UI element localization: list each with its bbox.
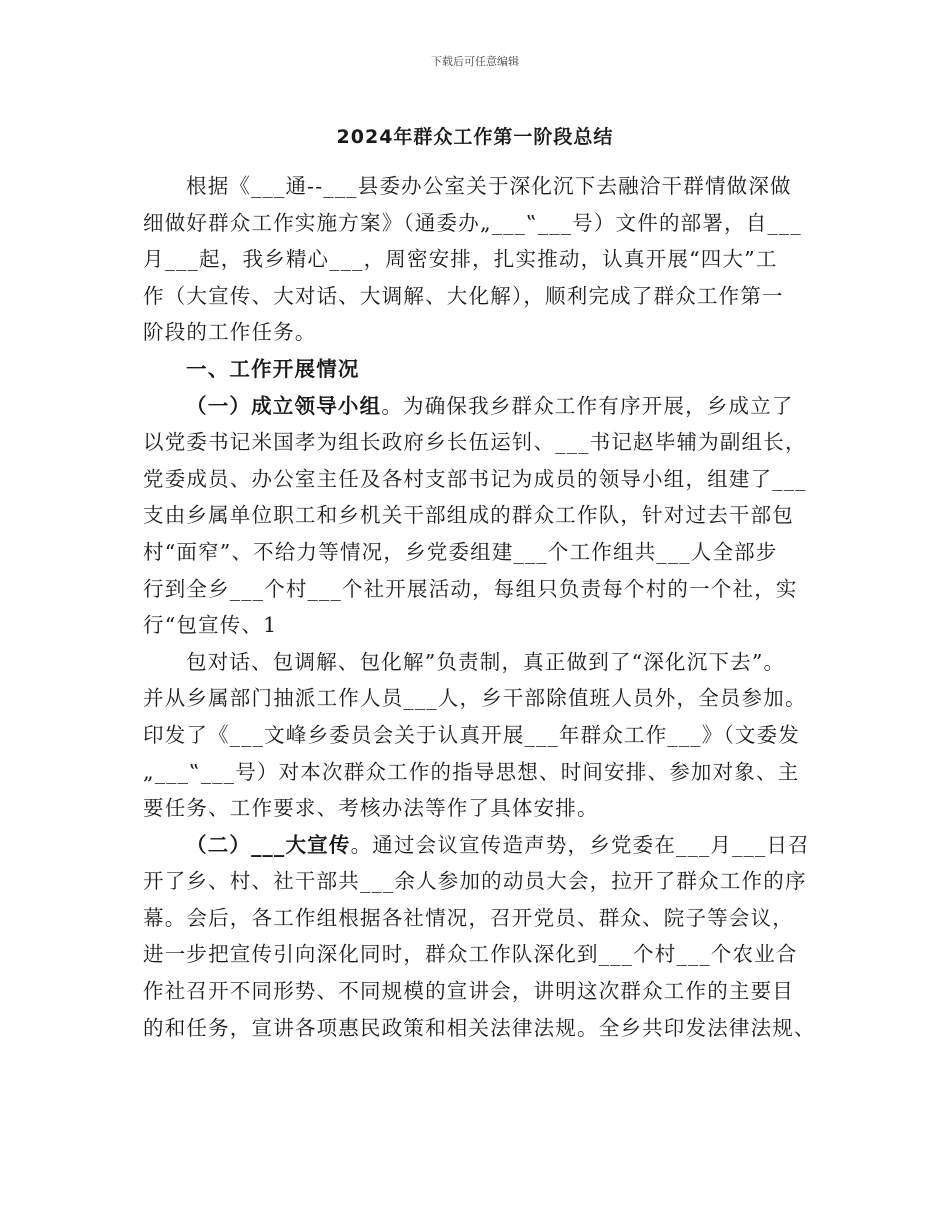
body-line: 以党委书记米国孝为组长政府乡长伍运钊、___书记赵毕辅为副组长， <box>143 430 807 455</box>
body-line: 细做好群众工作实施方案》（通委办„___‟___号）文件的部署，自___ <box>143 210 802 235</box>
body-line: 支由乡属单位职工和乡机关干部组成的群众工作队，针对过去干部包 <box>143 503 794 528</box>
body-line: 根据《___通--___县委办公室关于深化沉下去融洽干群情做深做 <box>186 174 792 198</box>
body-line: 开了乡、村、社干部共___余人参加的动员大会，拉开了群众工作的序 <box>143 869 807 894</box>
subsection-label: （一）成立领导小组 <box>186 393 382 418</box>
body-line: 印发了《___文峰乡委员会关于认真开展___年群众工作___》（文委发 <box>143 722 800 747</box>
header-note: 下载后可任意编辑 <box>431 55 519 68</box>
body-line: 的和任务，宣讲各项惠民政策和相关法律法规。全乡共印发法律法规、 <box>143 1015 816 1040</box>
body-line: 阶段的工作任务。 <box>143 320 317 345</box>
body-line: „___‟___号）对本次群众工作的指导思想、时间安排、参加对象、主 <box>143 759 800 784</box>
body-line: 党委成员、办公室主任及各村支部书记为成员的领导小组，组建了___ <box>143 466 807 491</box>
subsection-first-line <box>143 827 833 864</box>
body-line: 村“面窄”、不给力等情况，乡党委组建___个工作组共___人全部步 <box>143 539 778 564</box>
body-line: 行到全乡___个村___个社开展活动，每组只负责每个村的一个社，实 <box>143 576 798 601</box>
body-line: 幕。会后，各工作组根据各社情况，召开党员、群众、院子等会议， <box>143 905 794 930</box>
subsection-label: （二）___大宣传 <box>186 832 351 857</box>
section-heading: 一、工作开展情况 <box>186 356 360 381</box>
body-line: 行“包宣传、1 <box>143 613 278 638</box>
body-line: 要任务、工作要求、考核办法等作了具体安排。 <box>143 796 599 821</box>
body-line: 进一步把宣传引向深化同时，群众工作队深化到___个村___个农业合 <box>143 942 798 967</box>
document-body <box>143 168 833 1046</box>
body-line: 包对话、包调解、包化解”负责制，真正做到了“深化沉下去”。 <box>186 649 786 674</box>
body-text-span: 。为确保我乡群众工作有序开展，乡成立了 <box>381 393 794 418</box>
body-line: 并从乡属部门抽派工作人员___人，乡干部除值班人员外，全员参加。 <box>143 686 807 711</box>
subsection-first-line <box>143 388 833 425</box>
body-line: 作社召开不同形势、不同规模的宣讲会，讲明这次群众工作的主要目 <box>143 979 794 1004</box>
body-line: 作（大宣传、大对话、大调解、大化解），顺利完成了群众工作第一 <box>143 283 784 308</box>
body-line: 月___起，我乡精心___，周密安排，扎实推动，认真开展“四大”工 <box>143 247 778 272</box>
document-title: 2024年群众工作第一阶段总结 <box>336 126 614 148</box>
body-text-span: 。通过会议宣传造声势，乡党委在___月___日召 <box>350 832 810 857</box>
